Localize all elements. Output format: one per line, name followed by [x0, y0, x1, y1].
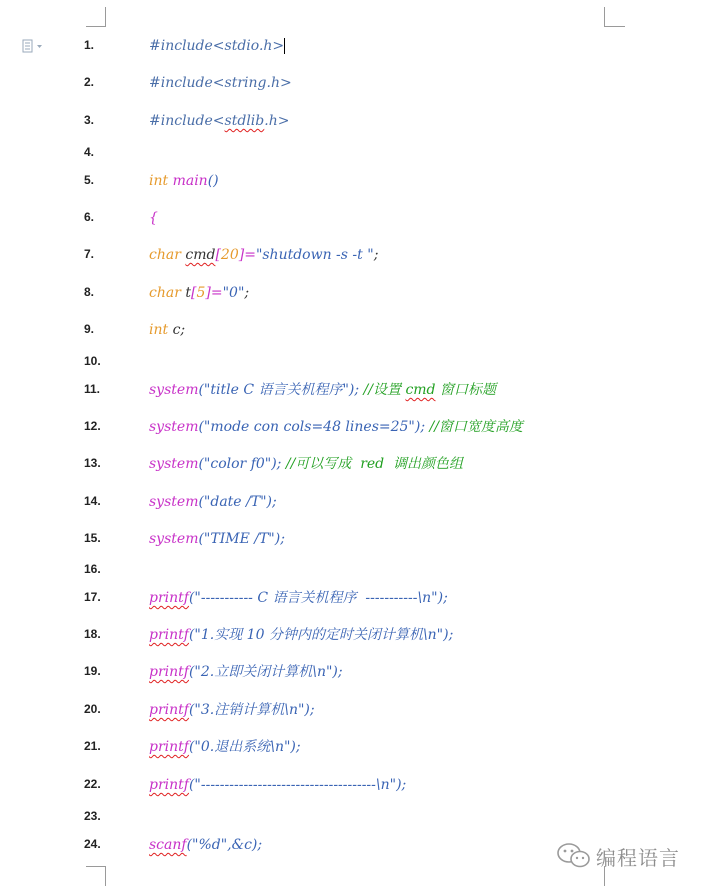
code-token: t [185, 285, 191, 301]
code-token: system [149, 494, 199, 510]
code-line [0, 208, 710, 230]
code-token: printf [149, 777, 189, 793]
code-line [0, 737, 710, 759]
crop-mark-bottom-left-v [105, 866, 106, 886]
code-token: system [149, 382, 199, 398]
code-token: char [149, 247, 186, 263]
code-token: ; [373, 247, 379, 263]
code-text[interactable] [149, 662, 343, 682]
line-number: 11. [84, 382, 101, 396]
code-text[interactable] [149, 245, 378, 265]
code-token: printf [149, 664, 189, 680]
wechat-icon [556, 842, 592, 870]
code-text[interactable] [149, 111, 289, 131]
code-token: cmd [405, 382, 436, 398]
code-text[interactable] [149, 625, 453, 645]
code-line [0, 245, 710, 267]
code-token: ; [244, 285, 250, 301]
code-token: stdlib [224, 113, 265, 129]
code-line [0, 171, 710, 193]
code-line [0, 320, 710, 342]
line-number: 10. [84, 354, 101, 368]
code-line [0, 625, 710, 647]
code-token: ("color f0"); [198, 456, 286, 472]
code-text[interactable] [149, 588, 448, 608]
code-token: ("0.退出系统\n"); [188, 739, 301, 755]
code-token: //设置 [363, 382, 406, 398]
code-token: printf [149, 702, 189, 718]
code-token: ("TIME /T"); [198, 531, 285, 547]
line-number: 15. [84, 531, 101, 545]
line-number: 18. [84, 627, 101, 641]
line-number: 19. [84, 664, 101, 678]
code-text[interactable] [149, 171, 219, 191]
code-line [0, 662, 710, 684]
line-number: 5. [84, 173, 95, 187]
code-line [0, 588, 710, 610]
code-line [0, 73, 710, 95]
code-token: //窗口宽度高度 [429, 419, 523, 435]
code-text[interactable] [149, 208, 158, 228]
code-line [0, 111, 710, 133]
code-token: { [149, 210, 158, 226]
code-line [0, 700, 710, 722]
code-token: c; [172, 322, 186, 338]
code-token: printf [149, 590, 189, 606]
code-token: printf [149, 627, 189, 643]
line-number: 20. [84, 702, 101, 716]
code-text[interactable] [149, 492, 277, 512]
line-number: 6. [84, 210, 95, 224]
code-line [0, 417, 710, 439]
crop-mark-top-left-v [105, 7, 106, 27]
code-line [0, 380, 710, 402]
code-token: system [149, 419, 199, 435]
code-token: ("mode con cols=48 lines=25"); [198, 419, 430, 435]
code-text[interactable] [149, 417, 523, 437]
code-token: int [149, 173, 173, 189]
line-number: 21. [84, 739, 101, 753]
line-number: 1. [84, 38, 95, 52]
code-token: 20 [220, 247, 239, 263]
code-token: main [172, 173, 208, 189]
code-line [0, 775, 710, 797]
code-token: scanf [149, 837, 187, 853]
code-token: //可以写成 red 调出颜色组 [285, 456, 464, 472]
code-token: ("%d",&c); [186, 837, 263, 853]
code-token: system [149, 531, 199, 547]
code-token: ("-------------------------------------\n"); [188, 777, 407, 793]
code-text[interactable] [149, 529, 285, 549]
code-line [0, 560, 710, 582]
code-token: ("2.立即关闭计算机\n"); [188, 664, 343, 680]
crop-mark-top-left-h [86, 26, 106, 27]
code-line [0, 492, 710, 514]
code-text[interactable] [149, 454, 463, 474]
code-token: printf [149, 739, 189, 755]
code-token: int [149, 322, 173, 338]
line-number: 2. [84, 75, 95, 89]
code-token: ("date /T"); [198, 494, 277, 510]
crop-mark-bottom-left-h [86, 866, 106, 867]
code-line [0, 807, 710, 829]
line-number: 12. [84, 419, 101, 433]
line-number: 24. [84, 837, 101, 851]
line-number: 7. [84, 247, 95, 261]
code-token: "0" [222, 285, 245, 301]
code-token: char [149, 285, 186, 301]
watermark [556, 838, 696, 874]
line-number: 22. [84, 777, 101, 791]
code-token: ]= [238, 247, 256, 263]
code-token: [ [215, 247, 221, 263]
crop-mark-top-right-v [604, 7, 605, 27]
code-line [0, 283, 710, 305]
code-token: [ [191, 285, 197, 301]
code-token: () [207, 173, 219, 189]
code-token: ("3.注销计算机\n"); [188, 702, 315, 718]
code-text[interactable] [149, 320, 185, 340]
line-number: 13. [84, 456, 101, 470]
watermark-text: 编程语言 [596, 846, 680, 870]
line-number: 23. [84, 809, 101, 823]
code-token: ("1.实现 10 分钟内的定时关闭计算机\n"); [188, 627, 454, 643]
code-token: cmd [185, 247, 216, 263]
code-token: ("title C 语言关机程序"); [198, 382, 364, 398]
code-token: ("----------- C 语言关机程序 -----------\n"); [188, 590, 448, 606]
code-token: #include<string.h> [149, 75, 292, 91]
code-text[interactable] [149, 700, 315, 720]
line-number: 8. [84, 285, 95, 299]
line-number: 3. [84, 113, 95, 127]
code-token: 窗口标题 [435, 382, 496, 398]
code-text[interactable] [149, 73, 292, 93]
code-line [0, 143, 710, 165]
code-text[interactable] [149, 835, 262, 855]
line-number: 4. [84, 145, 95, 159]
code-line [0, 529, 710, 551]
code-line [0, 36, 710, 58]
line-number: 16. [84, 562, 101, 576]
code-text[interactable] [149, 36, 285, 56]
line-number: 9. [84, 322, 95, 336]
code-token: #include< [149, 113, 225, 129]
line-number: 14. [84, 494, 101, 508]
code-token: system [149, 456, 199, 472]
code-token: #include<stdio.h> [149, 38, 285, 54]
code-token: ]= [205, 285, 223, 301]
code-token: 5 [196, 285, 206, 301]
code-line [0, 352, 710, 374]
code-text[interactable] [149, 283, 249, 303]
code-token: .h> [264, 113, 290, 129]
code-text[interactable] [149, 380, 496, 400]
line-number: 17. [84, 590, 101, 604]
code-token: "shutdown -s -t " [255, 247, 374, 263]
crop-mark-top-right-h [604, 26, 625, 27]
code-text[interactable] [149, 737, 301, 757]
code-text[interactable] [149, 775, 406, 795]
code-line [0, 454, 710, 476]
text-cursor [284, 38, 285, 54]
